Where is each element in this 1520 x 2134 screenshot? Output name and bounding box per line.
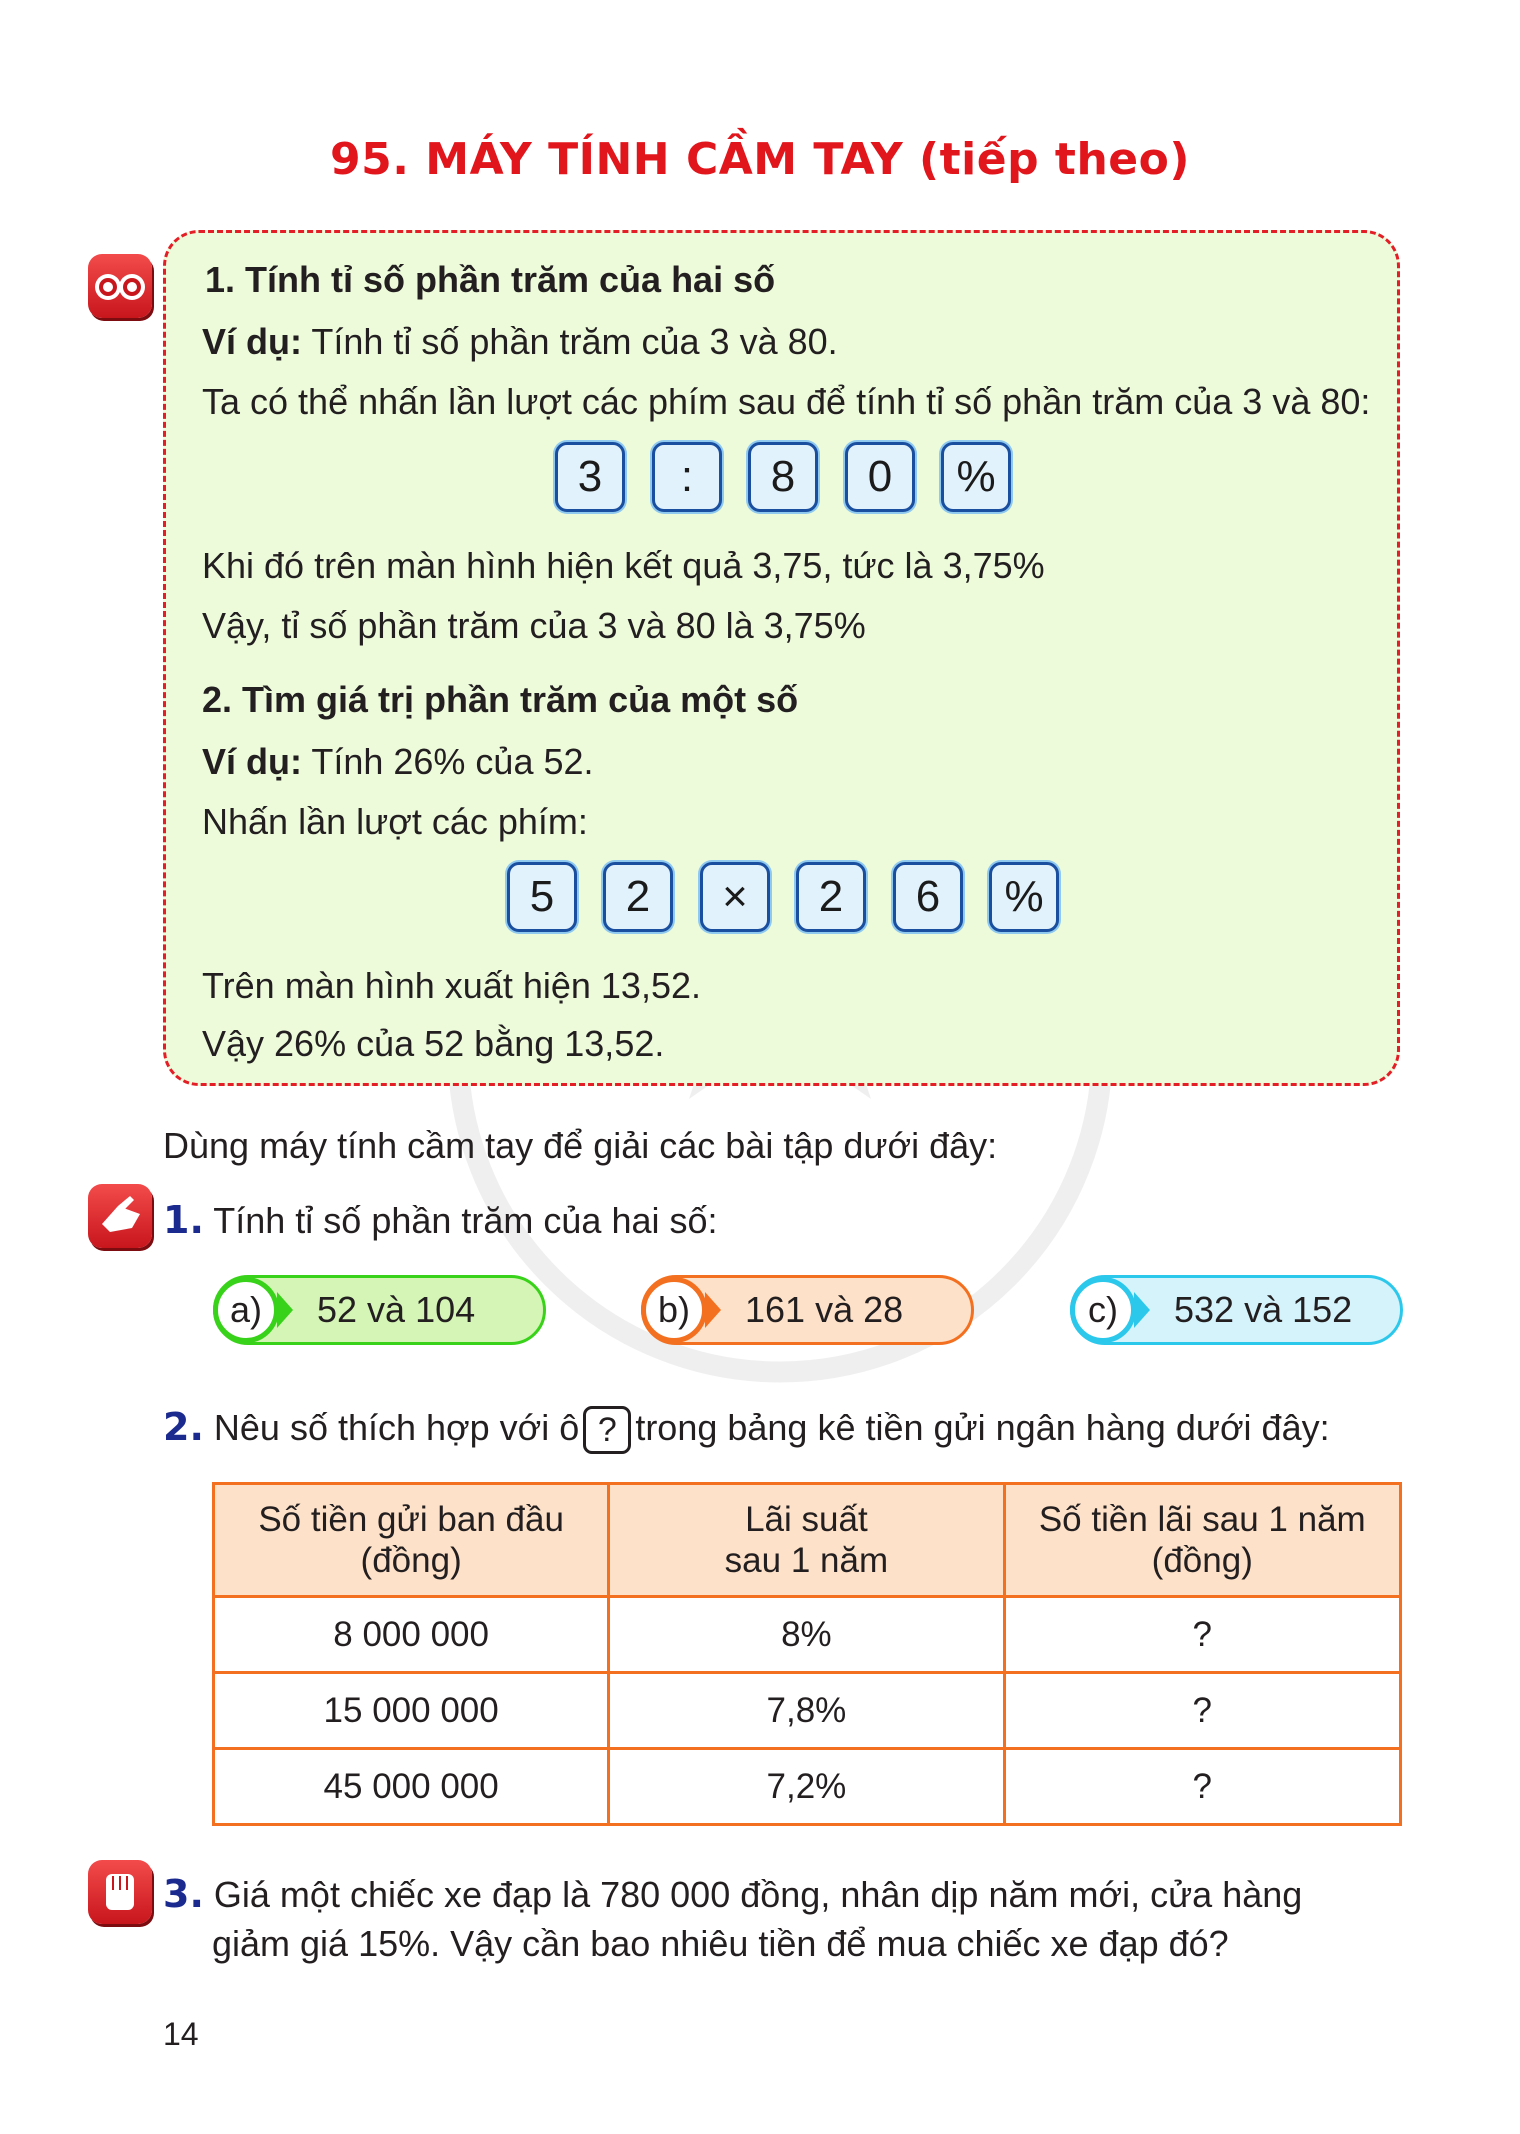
theory-s2-result1: Trên màn hình xuất hiện 13,52. <box>202 965 701 1006</box>
exercise-number: 1. <box>163 1198 204 1242</box>
theory-s1-result2: Vậy, tỉ số phần trăm của 3 và 80 là 3,75% <box>202 605 866 646</box>
table-header <box>609 1484 1004 1597</box>
example-text: Tính 26% của 52. <box>311 741 594 782</box>
calculator-key: 2 <box>796 862 866 932</box>
exercise-number: 2. <box>163 1405 204 1449</box>
table-header <box>1004 1484 1400 1597</box>
header-line: sau 1 năm <box>724 1541 889 1580</box>
exercise-2-text-after: trong bảng kê tiền gửi ngân hàng dưới đây: <box>635 1407 1330 1448</box>
theory-s1-example <box>202 320 838 364</box>
option-text: 52 và 104 <box>317 1289 476 1330</box>
deposit-table <box>212 1482 1402 1826</box>
exercise-1b <box>641 1275 974 1345</box>
calculator-key: 5 <box>507 862 577 932</box>
header-line: (đồng) <box>360 1541 462 1580</box>
option-label: b) <box>641 1277 707 1343</box>
table-row <box>214 1749 1401 1825</box>
exercise-instruction: Dùng máy tính cầm tay để giải các bài tập dưới đây: <box>163 1125 998 1166</box>
exercise-1-prompt <box>163 1198 718 1243</box>
table-cell: ? <box>1004 1749 1400 1825</box>
calculator-key: 2 <box>603 862 673 932</box>
example-label: Ví dụ: <box>202 741 302 782</box>
arrow-icon <box>705 1292 721 1328</box>
exercise-3-line1 <box>163 1872 1302 1917</box>
exercise-1a <box>213 1275 546 1345</box>
table-cell: 45 000 000 <box>214 1749 609 1825</box>
exercise-1c <box>1070 1275 1403 1345</box>
table-cell: 8 000 000 <box>214 1597 609 1673</box>
calculator-key: % <box>989 862 1059 932</box>
option-text: 161 và 28 <box>745 1289 904 1330</box>
page-title <box>0 134 1520 185</box>
hand-writing-icon <box>88 1184 152 1248</box>
calculator-key: 3 <box>555 442 625 512</box>
eyes-icon <box>88 254 152 318</box>
theory-s1-result1: Khi đó trên màn hình hiện kết quả 3,75, tức là 3,75% <box>202 545 1045 586</box>
table-header <box>214 1484 609 1597</box>
table-header-row <box>214 1484 1401 1597</box>
exercise-3-text-1: Giá một chiếc xe đạp là 780 000 đồng, nhân dịp năm mới, cửa hàng <box>213 1874 1303 1915</box>
exercise-1-text: Tính tỉ số phần trăm của hai số: <box>213 1200 718 1241</box>
header-line: Số tiền gửi ban đầu <box>258 1500 564 1539</box>
exercise-number: 3. <box>163 1872 204 1916</box>
calculator-key: 6 <box>893 862 963 932</box>
page-number: 14 <box>163 2016 199 2052</box>
title-sub: (tiếp theo) <box>919 134 1190 185</box>
calculator-key: 0 <box>845 442 915 512</box>
option-text: 532 và 152 <box>1174 1289 1353 1330</box>
table-cell: ? <box>1004 1673 1400 1749</box>
exercise-3-line2: giảm giá 15%. Vậy cần bao nhiêu tiền để mua chiếc xe đạp đó? <box>212 1923 1229 1964</box>
calculator-key: : <box>652 442 722 512</box>
fist-icon <box>88 1860 152 1924</box>
calculator-key: × <box>700 862 770 932</box>
table-cell: 7,8% <box>609 1673 1004 1749</box>
option-label: c) <box>1070 1277 1136 1343</box>
theory-s2-example <box>202 740 594 784</box>
example-text: Tính tỉ số phần trăm của 3 và 80. <box>311 321 838 362</box>
exercise-2-prompt <box>163 1405 1330 1454</box>
question-box: ? <box>583 1406 631 1454</box>
example-label: Ví dụ: <box>202 321 302 362</box>
table-cell: ? <box>1004 1597 1400 1673</box>
theory-s2-intro: Nhấn lần lượt các phím: <box>202 801 588 842</box>
header-line: Số tiền lãi sau 1 năm <box>1038 1500 1366 1539</box>
title-main: 95. MÁY TÍNH CẦM TAY <box>330 134 904 185</box>
table-cell: 15 000 000 <box>214 1673 609 1749</box>
header-line: Lãi suất <box>745 1500 868 1539</box>
exercise-2-text-before: Nêu số thích hợp với ô <box>213 1407 580 1448</box>
table-cell: 7,2% <box>609 1749 1004 1825</box>
calculator-key: % <box>941 442 1011 512</box>
arrow-icon <box>277 1292 293 1328</box>
table-cell: 8% <box>609 1597 1004 1673</box>
header-line: (đồng) <box>1151 1541 1253 1580</box>
theory-s1-heading: 1. Tính tỉ số phần trăm của hai số <box>205 259 776 300</box>
theory-s2-result2: Vậy 26% của 52 bằng 13,52. <box>202 1023 665 1064</box>
table-row <box>214 1673 1401 1749</box>
theory-s1-intro: Ta có thể nhấn lần lượt các phím sau để tính tỉ số phần trăm của 3 và 80: <box>202 381 1371 422</box>
arrow-icon <box>1134 1292 1150 1328</box>
table-row <box>214 1597 1401 1673</box>
theory-s2-heading: 2. Tìm giá trị phần trăm của một số <box>202 679 799 720</box>
option-label: a) <box>213 1277 279 1343</box>
calculator-key: 8 <box>748 442 818 512</box>
